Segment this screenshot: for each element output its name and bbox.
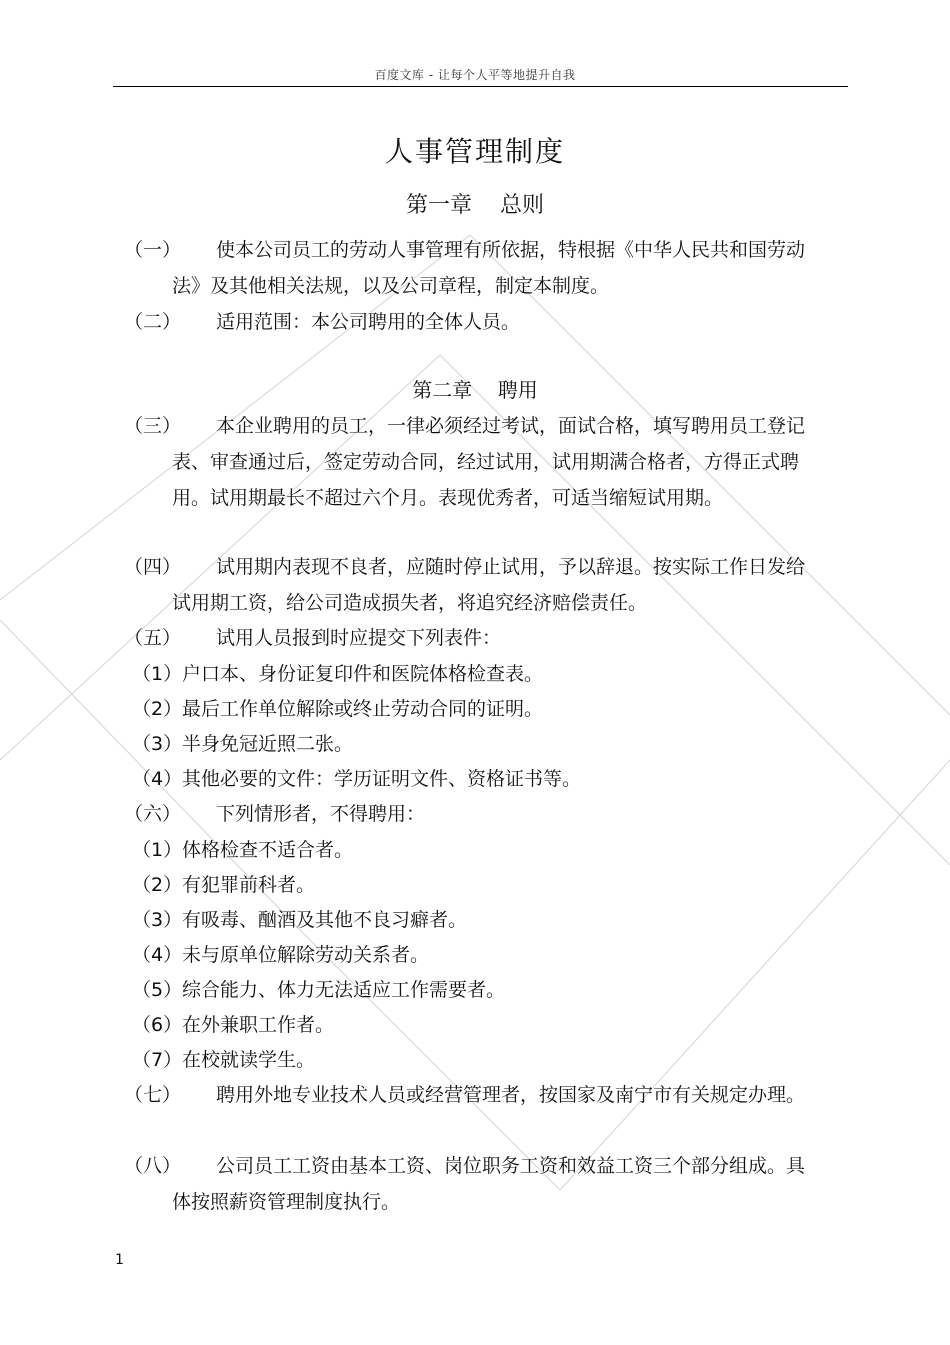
paragraph-text: 试用期内表现不良者，应随时停止试用，予以辞退。按实际工作日发给试用期工资，给公司造成损失者，将追究经济赔偿责任。 (172, 556, 806, 614)
paragraph-text: 下列情形者，不得聘用： (216, 803, 426, 825)
paragraph-number: （五） (124, 627, 182, 649)
paragraph-number: （七） (124, 1084, 182, 1106)
list-item: （1）户口本、身份证复印件和医院体格检查表。 (132, 663, 544, 685)
paragraph-number: （六） (124, 803, 182, 825)
paragraph-text: 聘用外地专业技术人员或经营管理者，按国家及南宁市有关规定办理。 (216, 1084, 806, 1106)
list-item: （2）最后工作单位解除或终止劳动合同的证明。 (132, 698, 544, 720)
header-site-text: 百度文库 - 让每个人平等地提升自我 (374, 68, 576, 82)
paragraph-number: （二） (124, 311, 182, 333)
list-item: （2）有犯罪前科者。 (132, 874, 316, 896)
paragraph-1 (124, 232, 814, 304)
list-item: （3）半身免冠近照二张。 (132, 733, 354, 755)
paragraph-text: 使本公司员工的劳动人事管理有所依据，特根据《中华人民共和国劳动法》及其他相关法规，以及公司章程，制定本制度。 (172, 239, 806, 297)
paragraph-text: 试用人员报到时应提交下列表件： (216, 627, 502, 649)
paragraph-number: （四） (124, 556, 182, 578)
paragraph-number: （一） (124, 239, 182, 261)
paragraph-4 (124, 549, 814, 621)
paragraph-2 (124, 304, 814, 340)
paragraph-text: 本企业聘用的员工，一律必须经过考试，面试合格，填写聘用员工登记表、审查通过后，签定劳动合同，经过试用，试用期满合格者，方得正式聘用。试用期最长不超过六个月。表现优秀者，可适当缩短试用期。 (172, 415, 806, 509)
list-item: （1）体格检查不适合者。 (132, 839, 354, 861)
paragraph-3 (124, 408, 814, 516)
list-item: （4）其他必要的文件：学历证明文件、资格证书等。 (132, 768, 582, 790)
header-divider (113, 86, 848, 87)
paragraph-number: （三） (124, 415, 182, 437)
paragraph-6 (124, 796, 814, 832)
paragraph-7 (124, 1077, 814, 1113)
paragraph-text: 公司员工工资由基本工资、岗位职务工资和效益工资三个部分组成。具体按照薪资管理制度执行。 (172, 1155, 806, 1213)
page-number: 1 (115, 1252, 124, 1268)
list-item: （3）有吸毒、酗酒及其他不良习癖者。 (132, 909, 468, 931)
paragraph-8 (124, 1148, 814, 1220)
list-item: （4）未与原单位解除劳动关系者。 (132, 944, 430, 966)
document-title: 人事管理制度 (384, 135, 565, 168)
list-item: （7）在校就读学生。 (132, 1049, 316, 1071)
list-item: （6）在外兼职工作者。 (132, 1014, 335, 1036)
paragraph-5 (124, 620, 814, 656)
list-item: （5）综合能力、体力无法适应工作需要者。 (132, 979, 506, 1001)
chapter-heading-1: 第一章 总则 (406, 193, 544, 218)
paragraph-number: （八） (124, 1155, 182, 1177)
paragraph-text: 适用范围：本公司聘用的全体人员。 (216, 311, 521, 333)
chapter-heading-2: 第二章 聘用 (412, 378, 538, 402)
